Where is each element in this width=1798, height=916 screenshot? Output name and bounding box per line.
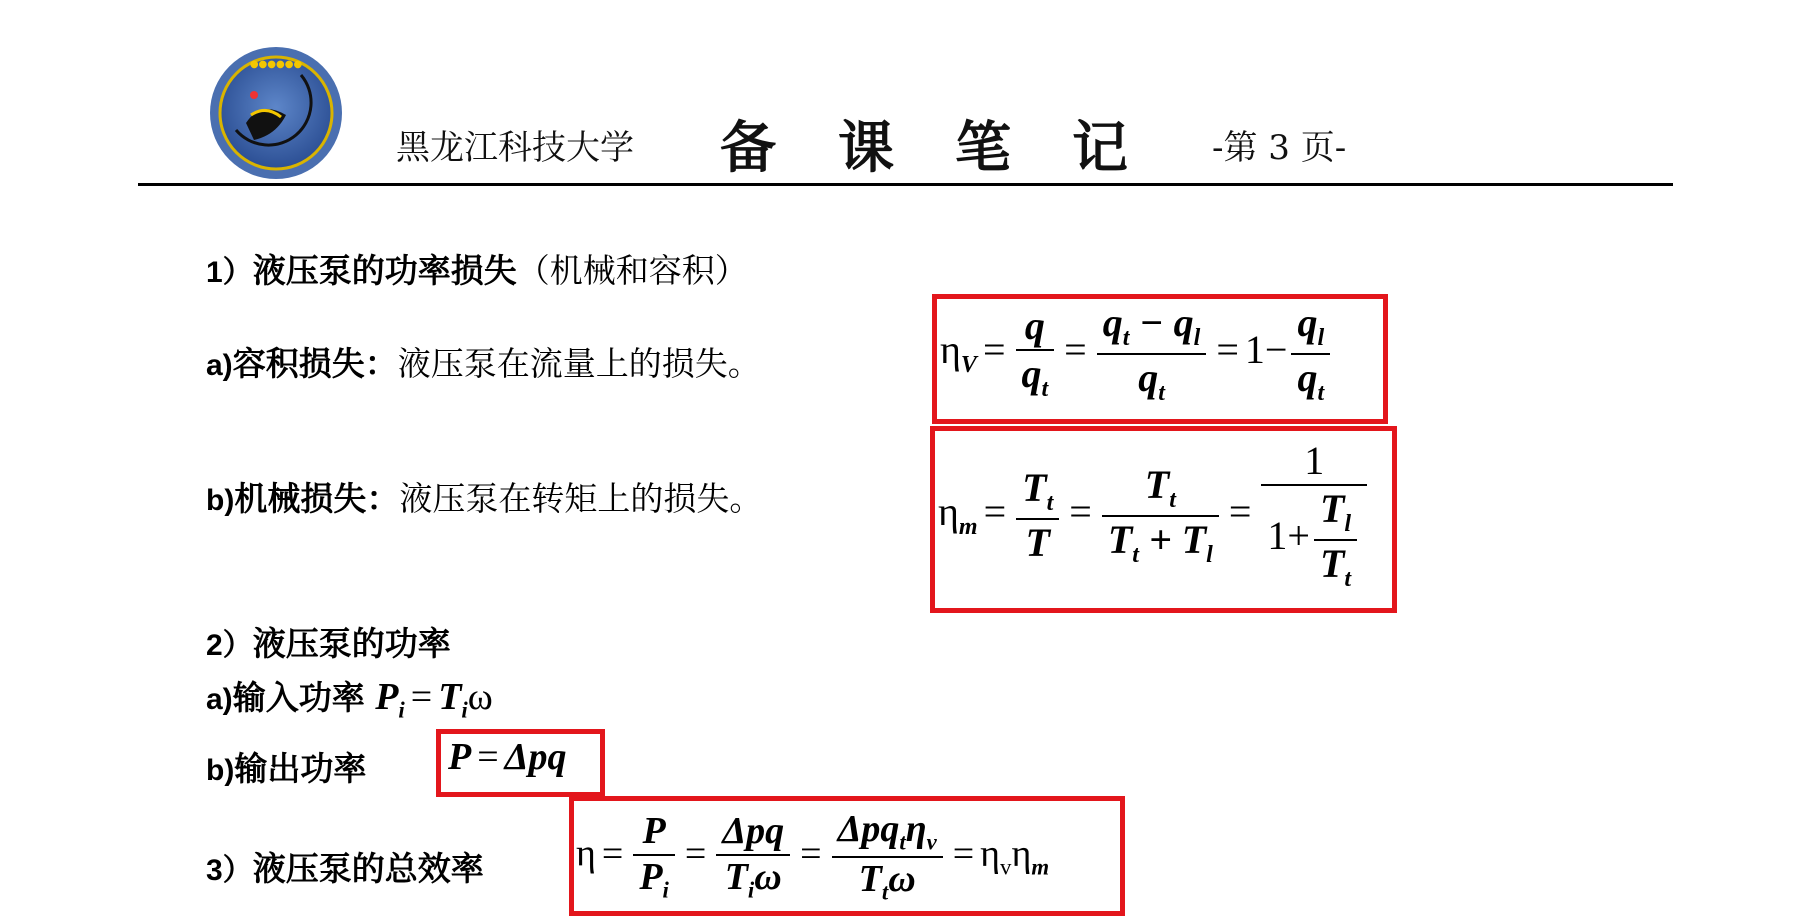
notes-char-2: 课 <box>838 116 894 181</box>
output-power-formula: P = Δpq <box>448 736 567 778</box>
input-power-title: 输入功率 <box>232 678 365 717</box>
section-3-number: 3） <box>206 854 253 887</box>
mechanical-loss-title: 机械损失： <box>234 479 400 518</box>
section-3-title: 液压泵的总效率 <box>252 849 484 888</box>
section-1-heading <box>206 245 748 292</box>
mechanical-efficiency-formula: $\eta_m$ = $\frac{T_t}{T}$ = $\frac{T_t}{T_t + T_l}$ = 1 1+ $\frac{T_l}{T_t}$ <box>938 438 1371 593</box>
volume-loss-text: 液压泵在流量上的损失。 <box>397 344 761 383</box>
section-3-heading <box>206 843 484 890</box>
section-1-title: 液压泵的功率损失 <box>252 251 517 290</box>
header-rule <box>138 183 1673 186</box>
output-power-title: 输出功率 <box>234 749 367 788</box>
notes-char-1: 备 <box>720 116 776 181</box>
input-power-prefix: a) <box>206 683 233 716</box>
notes-char-3: 笔 <box>955 116 1011 181</box>
mechanical-loss-line <box>206 473 762 520</box>
section-2-heading <box>206 618 451 665</box>
notes-char-4: 记 <box>1072 116 1128 181</box>
volume-loss-prefix: a) <box>206 349 233 382</box>
section-1-number: 1） <box>206 256 253 289</box>
university-name: 黑龙江科技大学 <box>396 128 634 168</box>
mechanical-loss-prefix: b) <box>206 484 235 517</box>
section-2-number: 2） <box>206 629 253 662</box>
output-power-prefix: b) <box>206 754 235 787</box>
output-power-line <box>206 743 366 790</box>
volume-loss-title: 容积损失： <box>232 344 398 383</box>
total-efficiency-formula: η = $\frac{P}{P_i}$ = $\frac{\text{Δpq}}{T_i\omega}$ = $\frac{\Delta pq_t\eta_v}{T_t\omega}$ = $\eta_v\eta_m$ <box>576 808 1050 905</box>
input-power-formula: $P_i = T_i\omega$ <box>375 676 493 723</box>
section-1-subtitle: （机械和容积） <box>516 251 748 290</box>
volume-loss-line <box>206 338 761 385</box>
input-power-line <box>206 672 493 724</box>
page-number: -第 3 页- <box>1212 128 1347 168</box>
section-2-title: 液压泵的功率 <box>252 624 451 663</box>
university-logo <box>206 45 346 180</box>
volume-efficiency-formula: $\eta_V$ = $\frac{q}{q_t}$ = $\frac{q_t - q_l}{q_t}$ = 1− $\frac{q_l}{q_t}$ <box>940 300 1334 407</box>
svg-text:●●●●●●: ●●●●●● <box>249 59 303 70</box>
mechanical-loss-text: 液压泵在转矩上的损失。 <box>399 479 763 518</box>
